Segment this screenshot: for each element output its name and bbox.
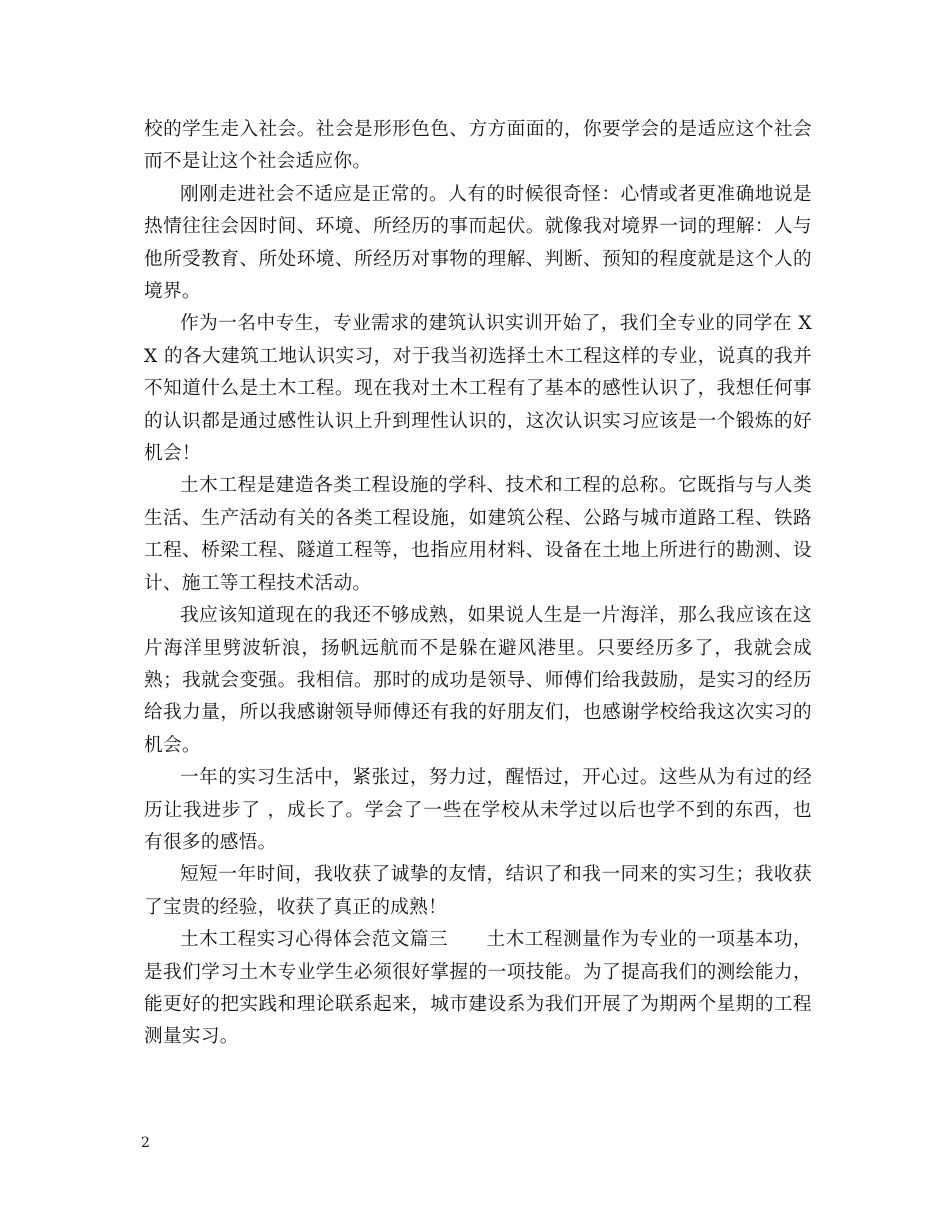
paragraph-7: 短短一年时间，我收获了诚挚的友情，结识了和我一同来的实习生；我收获了宝贵的经验，收获了真正的成熟！	[144, 864, 812, 918]
paragraph-1: 校的学生走入社会。社会是形形色色、方方面面的，你要学会的是适应这个社会而不是让这个社会适应你。	[144, 119, 812, 173]
paragraph-8: 土木工程实习心得体会范文篇三 土木工程测量作为专业的一项基本功，是我们学习土木专业学生必须很好掌握的一项技能。为了提高我们的测绘能力，能更好的把实践和理论联系起来，城市建设系为我们开展了为期两个星期的工程测量实习。	[144, 929, 812, 1048]
document-body	[144, 114, 812, 1054]
paragraph-3: 作为一名中专生，专业需求的建筑认识实训开始了，我们全专业的同学在 XX 的各大建筑工地认识实习，对于我当初选择土木工程这样的专业，说真的我并不知道什么是土木工程。现在我对土木工程有了基本的感性认识了，我想任何事的认识都是通过感性认识上升到理性认识的，这次认识实习应该是一个锻炼的好机会！	[144, 313, 812, 465]
paragraph-2: 刚刚走进社会不适应是正常的。人有的时候很奇怪：心情或者更准确地说是热情往往会因时间、环境、所经历的事而起伏。就像我对境界一词的理解：人与他所受教育、所处环境、所经历对事物的理解、判断、预知的程度就是这个人的境界。	[144, 183, 812, 303]
paragraph-5: 我应该知道现在的我还不够成熟，如果说人生是一片海洋，那么我应该在这片海洋里劈波斩浪，扬帆远航而不是躲在避风港里。只要经历多了，我就会成熟；我就会变强。我相信。那时的成功是领导、师傅们给我鼓励，是实习的经历给我力量，所以我感谢领导师傅还有我的好朋友们，也感谢学校给我这次实习的机会。	[144, 605, 812, 756]
paragraph-6: 一年的实习生活中，紧张过，努力过，醒悟过，开心过。这些从为有过的经历让我进步了 ，成长了。学会了一些在学校从未学过以后也学不到的东西，也有很多的感悟。	[144, 767, 812, 853]
page-number: 2	[141, 1135, 150, 1151]
paragraph-4: 土木工程是建造各类工程设施的学科、技术和工程的总称。它既指与与人类生活、生产活动有关的各类工程设施，如建筑公程、公路与城市道路工程、铁路工程、桥梁工程、隧道工程等，也指应用材料、设备在土地上所进行的勘测、设计、施工等工程技术活动。	[144, 475, 812, 594]
